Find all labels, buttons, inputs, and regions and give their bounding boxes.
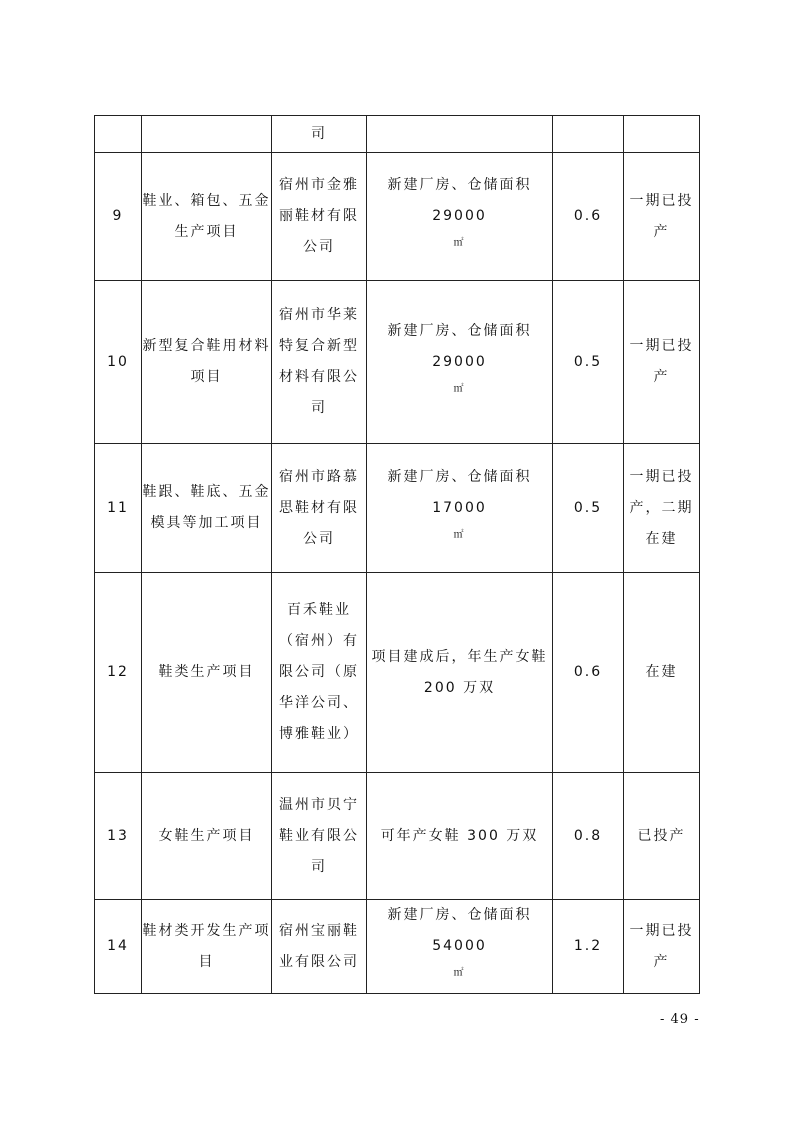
content-text: 新建厂房、仓储面积 29000	[387, 177, 532, 224]
project-name: 鞋材类开发生产项目	[142, 900, 272, 994]
investment: 0.6	[553, 153, 624, 281]
construction-content	[367, 444, 553, 573]
status: 一期已投产	[624, 900, 700, 994]
status: 在建	[624, 573, 700, 773]
table-row	[95, 281, 700, 444]
construction-content	[367, 153, 553, 281]
content-text: 新建厂房、仓储面积 54000	[387, 907, 532, 954]
row-number: 9	[95, 153, 142, 281]
area-unit: ㎡	[453, 382, 466, 394]
status: 一期已投产	[624, 281, 700, 444]
company-name: 宿州市路慕思鞋材有限公司	[272, 444, 367, 573]
project-name	[142, 116, 272, 153]
project-name: 鞋业、箱包、五金生产项目	[142, 153, 272, 281]
project-name: 鞋类生产项目	[142, 573, 272, 773]
company-name: 宿州市金雅丽鞋材有限公司	[272, 153, 367, 281]
investment: 0.8	[553, 773, 624, 900]
status: 已投产	[624, 773, 700, 900]
project-table	[94, 115, 700, 994]
table-row	[95, 573, 700, 773]
construction-content	[367, 281, 553, 444]
row-number: 14	[95, 900, 142, 994]
table-row	[95, 116, 700, 153]
page-number: - 49 -	[660, 1012, 700, 1027]
table-row	[95, 900, 700, 994]
company-name: 宿州市华莱特复合新型材料有限公司	[272, 281, 367, 444]
construction-content: 可年产女鞋 300 万双	[367, 773, 553, 900]
table-row	[95, 153, 700, 281]
construction-content	[367, 116, 553, 153]
investment: 0.5	[553, 444, 624, 573]
content-text: 新建厂房、仓储面积 29000	[387, 322, 532, 370]
investment	[553, 116, 624, 153]
area-unit: ㎡	[453, 967, 466, 979]
row-number: 12	[95, 573, 142, 773]
status	[624, 116, 700, 153]
row-number: 11	[95, 444, 142, 573]
investment: 1.2	[553, 900, 624, 994]
content-text: 新建厂房、仓储面积 17000	[387, 468, 532, 516]
project-name: 新型复合鞋用材料项目	[142, 281, 272, 444]
project-name: 鞋跟、鞋底、五金模具等加工项目	[142, 444, 272, 573]
area-unit: ㎡	[453, 237, 466, 249]
status: 一期已投产，二期在建	[624, 444, 700, 573]
company-name: 温州市贝宁鞋业有限公司	[272, 773, 367, 900]
area-unit: ㎡	[453, 528, 466, 540]
row-number: 10	[95, 281, 142, 444]
construction-content	[367, 900, 553, 994]
investment: 0.5	[553, 281, 624, 444]
investment: 0.6	[553, 573, 624, 773]
company-name: 宿州宝丽鞋业有限公司	[272, 900, 367, 994]
construction-content: 项目建成后，年生产女鞋 200 万双	[367, 573, 553, 773]
company-name: 百禾鞋业（宿州）有限公司（原华洋公司、博雅鞋业）	[272, 573, 367, 773]
row-number: 13	[95, 773, 142, 900]
table-row	[95, 773, 700, 900]
project-name: 女鞋生产项目	[142, 773, 272, 900]
company-name: 司	[272, 116, 367, 153]
row-number	[95, 116, 142, 153]
status: 一期已投产	[624, 153, 700, 281]
table-row	[95, 444, 700, 573]
